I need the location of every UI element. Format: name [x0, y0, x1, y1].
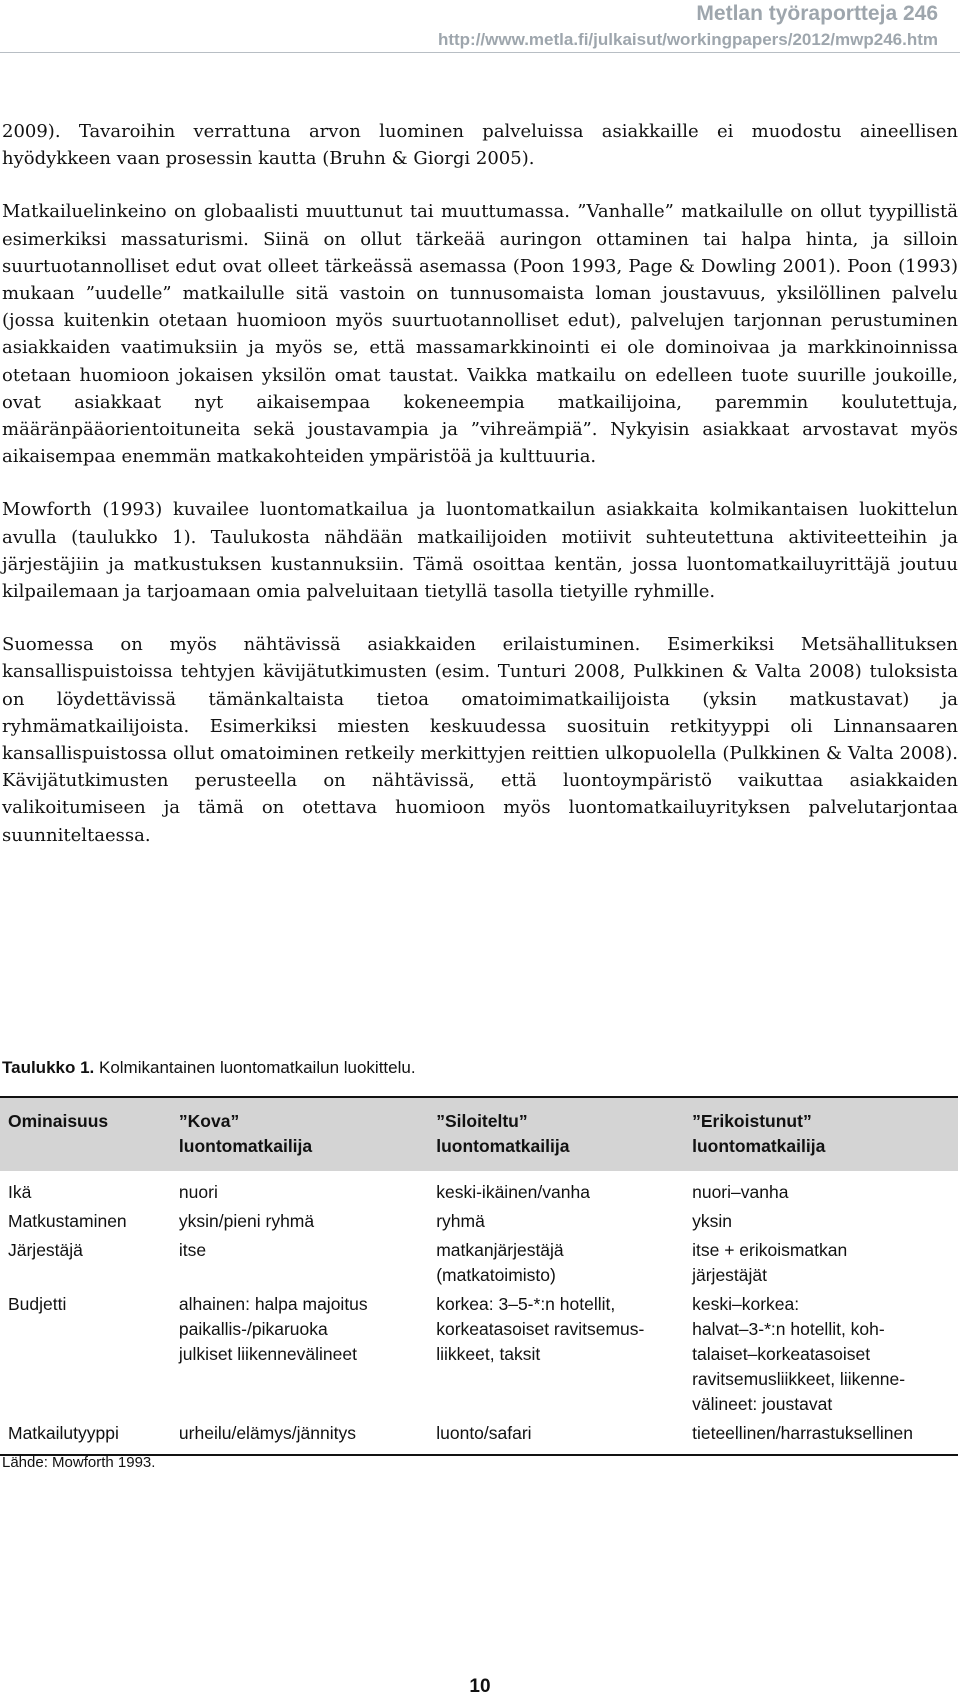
table-cell — [0, 1420, 171, 1455]
table-row — [0, 1208, 958, 1237]
cell-line: talaiset–korkeatasoiset — [692, 1344, 871, 1364]
table-row — [0, 1420, 958, 1455]
header-cell — [684, 1097, 958, 1171]
header-line: ”Kova” — [178, 1111, 240, 1131]
header-line: ”Erikoistunut” — [692, 1111, 812, 1131]
cell-line: Ikä — [8, 1182, 32, 1202]
cell-line: itse — [178, 1240, 207, 1260]
cell-line: luonto/safari — [436, 1423, 532, 1443]
table-source: Lähde: Mowforth 1993. — [2, 1454, 156, 1471]
paragraph: 2009). Tavaroihin verrattuna arvon luominen palveluissa asiakkaille ei muodostu aineellisen hyödykkeen vaan prosessin kautta (Bruhn & Giorgi 2005). — [2, 121, 958, 170]
header-cell — [428, 1097, 684, 1171]
body-text — [2, 118, 958, 875]
cell-line: nuori — [178, 1182, 218, 1202]
cell-line: Matkustaminen — [8, 1211, 127, 1231]
cell-line: korkeatasoiset ravitsemus- — [436, 1319, 645, 1339]
paragraph: Matkailuelinkeino on globaalisti muuttunut tai muuttumassa. ”Vanhalle” matkailulle on ollut tyypillistä esimerkiksi massaturismi. Siinä on ollut tärkeää auringon ottaminen tai halpa hinta, ja silloin suurtuotannolliset edut ovat olleet tärkeässä asemassa (Poon 1993, Page & Dowling 2001). Poon (1993) mukaan ”uudelle” matkailulle sitä vastoin on tunnusomaista loman joustavuus, yksilöllinen palvelu (jossa kuitenkin otetaan huomioon myös suurtuotannolliset edut), palvelujen tarjonnan perustuminen asiakkaiden vaatimuksiin ja myös se, että massamarkkinointi ei ole dominoivaa ja markkinoinnissa otetaan huomioon jokaisen yksilön omat taustat. Vaikka matkailu on edelleen tuote suurille joukoille, ovat asiakkaat nyt aikaisempaa kokeneempia matkailijoina, paremmin koulutettuja, määränpääorientoituneita sekä joustavampia ja ”vihreämpiä”. Nykyisin asiakkaat arvostavat myös aikaisempaa enemmän matkakohteiden ympäristöä ja kulttuuria. — [2, 201, 958, 468]
table-row — [0, 1171, 958, 1208]
header-line: ”Siloiteltu” — [436, 1111, 528, 1131]
cell-line: yksin/pieni ryhmä — [178, 1211, 315, 1231]
paragraph: Mowforth (1993) kuvailee luontomatkailua ja luontomatkailun asiakkaita kolmikantaisen luokittelun avulla (taulukko 1). Taulukosta nähdään matkailijoiden motiivit suhteutettuna aktiviteetteihin ja järjestäjiin ja matkustuksen kustannuksiin. Tämä osoittaa kentän, jossa luontomatkailuyrittäjä joutuu kilpailemaan ja tarjoamaan omia palveluitaan tietyllä tasolla tietyille ryhmille. — [2, 499, 958, 603]
page-header — [438, 0, 938, 52]
cell-line: itse + erikoismatkan — [692, 1240, 848, 1260]
cell-line: ryhmä — [436, 1211, 485, 1231]
table-cell — [171, 1237, 428, 1291]
cell-line: tieteellinen/harrastuksellinen — [692, 1423, 913, 1443]
cell-line: Budjetti — [8, 1294, 67, 1314]
header-line: luontomatkailija — [178, 1136, 313, 1156]
header-url[interactable]: http://www.metla.fi/julkaisut/workingpapers/2012/mwp246.htm — [437, 30, 938, 49]
cell-line: matkanjärjestäjä — [436, 1240, 564, 1260]
cell-line: julkiset liikennevälineet — [178, 1344, 357, 1364]
table-cell — [0, 1208, 171, 1237]
cell-line: urheilu/elämys/jännitys — [178, 1423, 356, 1443]
table-cell — [171, 1420, 428, 1455]
cell-line: alhainen: halpa majoitus — [178, 1294, 368, 1314]
table-row — [0, 1237, 958, 1291]
table-cell — [171, 1208, 428, 1237]
cell-line: yksin — [692, 1211, 732, 1231]
table-cell — [171, 1291, 428, 1420]
header-line: luontomatkailija — [692, 1136, 826, 1156]
cell-line: keski–korkea: — [692, 1294, 800, 1314]
cell-line: nuori–vanha — [692, 1182, 789, 1202]
header-rule — [0, 52, 960, 53]
cell-line: liikkeet, taksit — [436, 1344, 541, 1364]
cell-line: korkea: 3–5-*:n hotellit, — [436, 1294, 616, 1314]
table-cell — [428, 1291, 684, 1420]
table-cell — [428, 1171, 684, 1208]
table-cell — [0, 1237, 171, 1291]
cell-line: Järjestäjä — [8, 1240, 83, 1260]
table-cell — [171, 1171, 428, 1208]
series-title: Metlan työraportteja 246 — [696, 2, 938, 25]
cell-line: halvat–3-*:n hotellit, koh- — [692, 1319, 885, 1339]
table-cell — [428, 1208, 684, 1237]
page-number: 10 — [469, 1676, 491, 1697]
table-cell — [428, 1237, 684, 1291]
table-cell — [428, 1420, 684, 1455]
table-caption — [2, 1058, 416, 1078]
table-header-row — [0, 1097, 958, 1171]
table-cell — [684, 1291, 958, 1420]
cell-line: järjestäjät — [692, 1265, 768, 1285]
table-cell — [684, 1420, 958, 1455]
cell-line: keski-ikäinen/vanha — [436, 1182, 590, 1202]
header-line: Ominaisuus — [8, 1111, 109, 1131]
header-cell — [0, 1097, 171, 1171]
header-line: luontomatkailija — [436, 1136, 570, 1156]
header-cell — [171, 1097, 428, 1171]
cell-line: välineet: joustavat — [692, 1394, 833, 1414]
classification-table — [0, 1096, 958, 1456]
table-row — [0, 1291, 958, 1420]
table-caption-text: Kolmikantainen luontomatkailun luokittelu. — [94, 1058, 416, 1077]
table-cell — [0, 1291, 171, 1420]
paragraph: Suomessa on myös nähtävissä asiakkaiden erilaistuminen. Esimerkiksi Metsähallituksen kansallispuistoissa tehtyjen kävijätutkimusten (esim. Tunturi 2008, Pulkkinen & Valta 2008) tuloksista on löydettävissä tämänkaltaista tietoa omatoimimatkailijoista (yksin matkustavat) ja ryhmämatkailijoista. Esimerkiksi miesten keskuudessa suosituin retkityyppi oli Linnansaaren kansallispuistossa ollut omatoiminen retkeily merkittyjen reittien ulkopuolella (Pulkkinen & Valta 2008). Kävijätutkimusten perusteella on nähtävissä, että luontoympäristö vaikuttaa asiakkaiden valikoitumiseen ja tämä on otettava huomioon myös luontomatkailuyrityksen palvelutarjontaa suunniteltaessa. — [2, 634, 958, 846]
cell-line: paikallis-/pikaruoka — [178, 1319, 328, 1339]
cell-line: (matkatoimisto) — [436, 1265, 556, 1285]
table-cell — [684, 1237, 958, 1291]
cell-line: Matkailutyyppi — [8, 1423, 119, 1443]
cell-line: ravitsemusliikkeet, liikenne- — [692, 1369, 906, 1389]
table-cell — [684, 1171, 958, 1208]
table-caption-label: Taulukko 1. — [2, 1058, 95, 1077]
table-cell — [0, 1171, 171, 1208]
table-cell — [684, 1208, 958, 1237]
